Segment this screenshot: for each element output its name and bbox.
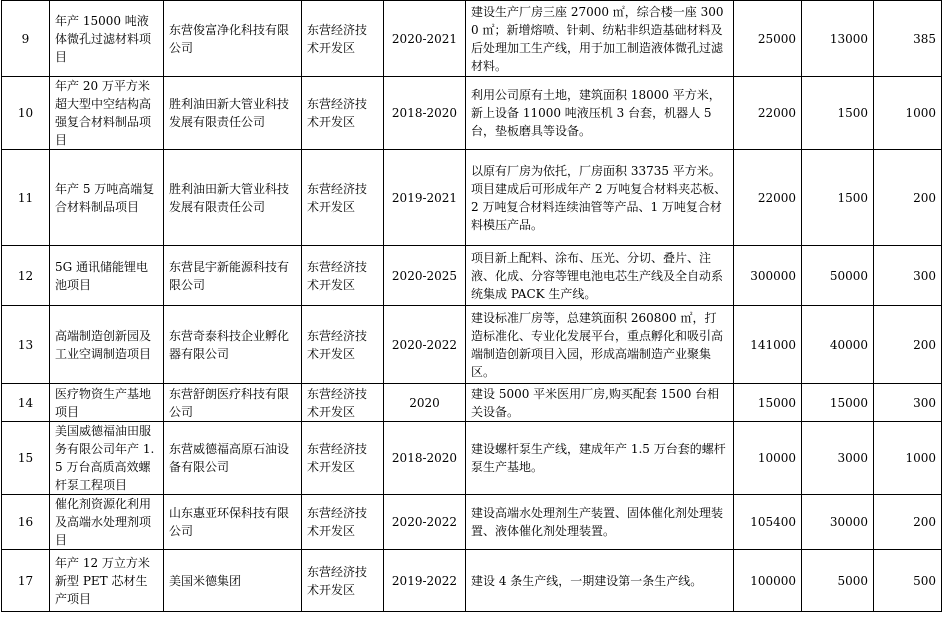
project-location: 东营经济技术开发区 bbox=[302, 384, 384, 422]
company-name: 东营俊富净化科技有限公司 bbox=[164, 1, 302, 77]
third-value: 200 bbox=[874, 150, 942, 246]
table-row bbox=[2, 306, 942, 384]
company-name: 东营奇泰科技企业孵化器有限公司 bbox=[164, 306, 302, 384]
annual-investment: 40000 bbox=[802, 306, 874, 384]
table-row bbox=[2, 1, 942, 77]
annual-investment: 50000 bbox=[802, 246, 874, 306]
project-location: 东营经济技术开发区 bbox=[302, 246, 384, 306]
row-number: 16 bbox=[2, 495, 50, 550]
project-location: 东营经济技术开发区 bbox=[302, 422, 384, 495]
company-name: 东营昆宇新能源科技有限公司 bbox=[164, 246, 302, 306]
construction-period: 2020 bbox=[384, 384, 466, 422]
table-body bbox=[2, 1, 942, 612]
construction-content: 建设标准厂房等，总建筑面积 260800 ㎡，打造标准化、专业化发展平台，重点孵化和吸引高端制造创新项目入园，形成高端制造产业聚集区。 bbox=[466, 306, 734, 384]
row-number: 13 bbox=[2, 306, 50, 384]
annual-investment: 3000 bbox=[802, 422, 874, 495]
annual-investment: 15000 bbox=[802, 384, 874, 422]
project-name: 高端制造创新园及工业空调制造项目 bbox=[50, 306, 164, 384]
third-value: 500 bbox=[874, 550, 942, 612]
construction-period: 2018-2020 bbox=[384, 77, 466, 150]
construction-content: 建设 4 条生产线，一期建设第一条生产线。 bbox=[466, 550, 734, 612]
row-number: 12 bbox=[2, 246, 50, 306]
construction-content: 利用公司原有土地，建筑面积 18000 平方米，新上设备 11000 吨液压机 3 台套，机器人 5 台，垫板磨具等设备。 bbox=[466, 77, 734, 150]
project-name: 5G 通讯储能锂电池项目 bbox=[50, 246, 164, 306]
table-row bbox=[2, 246, 942, 306]
annual-investment: 30000 bbox=[802, 495, 874, 550]
project-name: 催化剂资源化利用及高端水处理剂项目 bbox=[50, 495, 164, 550]
row-number: 11 bbox=[2, 150, 50, 246]
total-investment: 105400 bbox=[734, 495, 802, 550]
construction-content: 建设螺杆泵生产线，建成年产 1.5 万台套的螺杆泵生产基地。 bbox=[466, 422, 734, 495]
table-row bbox=[2, 495, 942, 550]
total-investment: 22000 bbox=[734, 77, 802, 150]
total-investment: 25000 bbox=[734, 1, 802, 77]
construction-period: 2020-2025 bbox=[384, 246, 466, 306]
project-location: 东营经济技术开发区 bbox=[302, 77, 384, 150]
construction-period: 2018-2020 bbox=[384, 422, 466, 495]
construction-period: 2020-2022 bbox=[384, 306, 466, 384]
row-number: 17 bbox=[2, 550, 50, 612]
company-name: 胜利油田新大管业科技发展有限责任公司 bbox=[164, 77, 302, 150]
company-name: 美国米德集团 bbox=[164, 550, 302, 612]
project-location: 东营经济技术开发区 bbox=[302, 306, 384, 384]
row-number: 15 bbox=[2, 422, 50, 495]
project-name: 年产 15000 吨液体微孔过滤材料项目 bbox=[50, 1, 164, 77]
project-location: 东营经济技术开发区 bbox=[302, 1, 384, 77]
third-value: 1000 bbox=[874, 422, 942, 495]
third-value: 200 bbox=[874, 495, 942, 550]
company-name: 东营威德福高原石油设备有限公司 bbox=[164, 422, 302, 495]
project-location: 东营经济技术开发区 bbox=[302, 150, 384, 246]
third-value: 385 bbox=[874, 1, 942, 77]
annual-investment: 13000 bbox=[802, 1, 874, 77]
construction-content: 建设高端水处理剂生产装置、固体催化剂处理装置、液体催化剂处理装置。 bbox=[466, 495, 734, 550]
total-investment: 300000 bbox=[734, 246, 802, 306]
project-name: 年产 20 万平方米超大型中空结构高强复合材料制品项目 bbox=[50, 77, 164, 150]
projects-table bbox=[1, 0, 942, 612]
construction-content: 项目新上配料、涂布、压光、分切、叠片、注液、化成、分容等锂电池电芯生产线及全自动系统集成 PACK 生产线。 bbox=[466, 246, 734, 306]
project-name: 年产 5 万吨高端复合材料制品项目 bbox=[50, 150, 164, 246]
project-location: 东营经济技术开发区 bbox=[302, 495, 384, 550]
table-row bbox=[2, 150, 942, 246]
construction-period: 2020-2022 bbox=[384, 495, 466, 550]
company-name: 东营舒朗医疗科技有限公司 bbox=[164, 384, 302, 422]
project-location: 东营经济技术开发区 bbox=[302, 550, 384, 612]
total-investment: 15000 bbox=[734, 384, 802, 422]
total-investment: 100000 bbox=[734, 550, 802, 612]
project-name: 美国威德福油田服务有限公司年产 1.5 万台高质高效螺杆泵工程项目 bbox=[50, 422, 164, 495]
project-name: 年产 12 万立方米新型 PET 芯材生产项目 bbox=[50, 550, 164, 612]
table-row bbox=[2, 77, 942, 150]
table-row bbox=[2, 550, 942, 612]
construction-period: 2019-2022 bbox=[384, 550, 466, 612]
total-investment: 22000 bbox=[734, 150, 802, 246]
company-name: 胜利油田新大管业科技发展有限责任公司 bbox=[164, 150, 302, 246]
annual-investment: 1500 bbox=[802, 150, 874, 246]
third-value: 300 bbox=[874, 384, 942, 422]
company-name: 山东惠亚环保科技有限公司 bbox=[164, 495, 302, 550]
construction-content: 以原有厂房为依托，厂房面积 33735 平方米。项目建成后可形成年产 2 万吨复合材料夹芯板、2 万吨复合材料连续油管等产品、1 万吨复合材料模压产品。 bbox=[466, 150, 734, 246]
construction-period: 2019-2021 bbox=[384, 150, 466, 246]
table-row bbox=[2, 384, 942, 422]
third-value: 200 bbox=[874, 306, 942, 384]
third-value: 300 bbox=[874, 246, 942, 306]
construction-period: 2020-2021 bbox=[384, 1, 466, 77]
row-number: 10 bbox=[2, 77, 50, 150]
total-investment: 10000 bbox=[734, 422, 802, 495]
project-name: 医疗物资生产基地项目 bbox=[50, 384, 164, 422]
total-investment: 141000 bbox=[734, 306, 802, 384]
annual-investment: 5000 bbox=[802, 550, 874, 612]
third-value: 1000 bbox=[874, 77, 942, 150]
table-row bbox=[2, 422, 942, 495]
construction-content: 建设 5000 平米医用厂房,购买配套 1500 台相关设备。 bbox=[466, 384, 734, 422]
construction-content: 建设生产厂房三座 27000 ㎡，综合楼一座 3000 ㎡；新增熔喷、针刺、纺粘非织造基础材料及后处理加工生产线，用于加工制造液体微孔过滤材料。 bbox=[466, 1, 734, 77]
annual-investment: 1500 bbox=[802, 77, 874, 150]
row-number: 9 bbox=[2, 1, 50, 77]
row-number: 14 bbox=[2, 384, 50, 422]
